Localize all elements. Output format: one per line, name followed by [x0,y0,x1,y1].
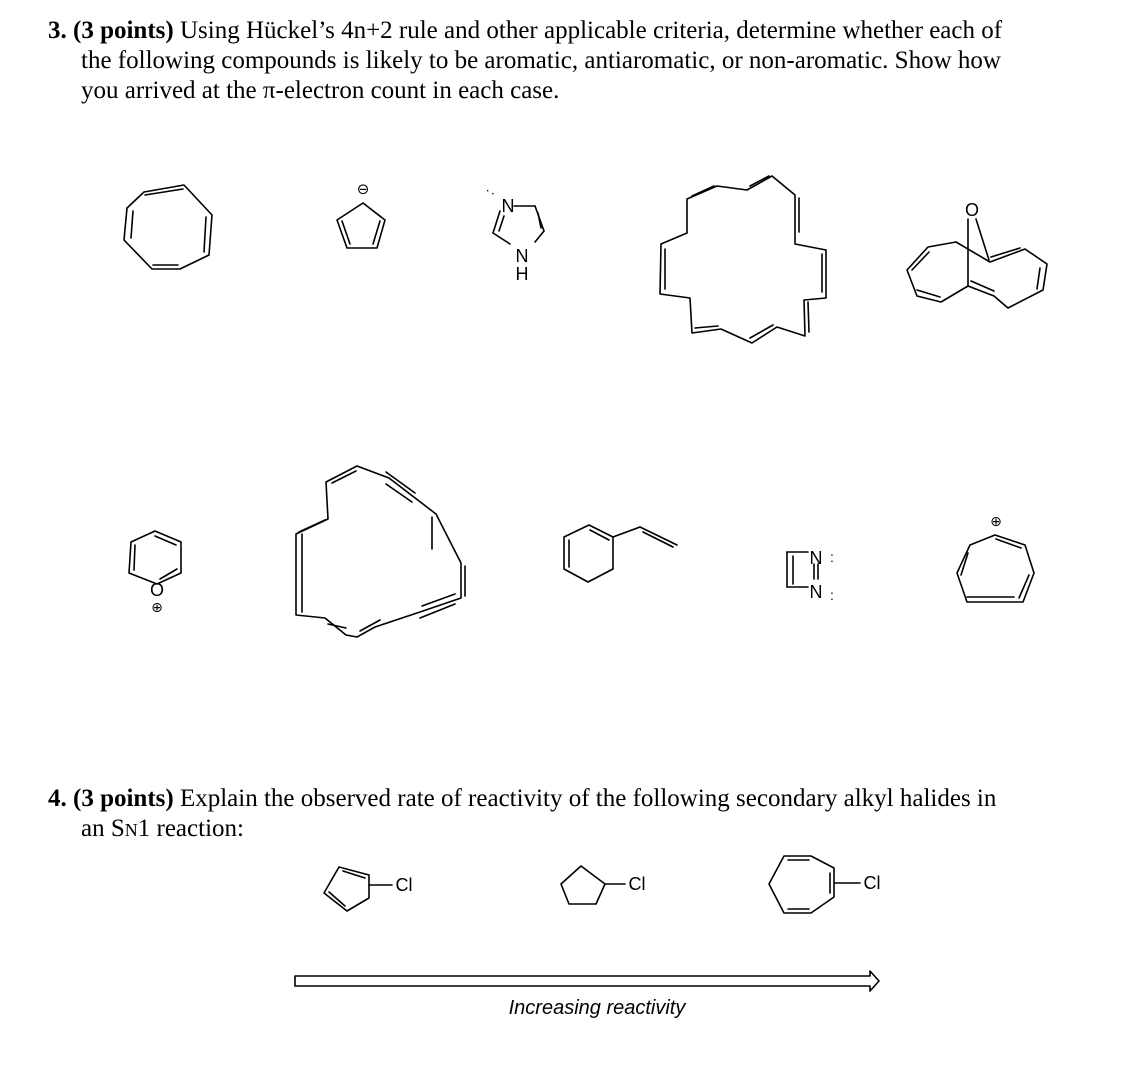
nitrogen-label: N [809,582,823,602]
lone-pair-label: : [830,549,834,565]
question-text-line: Using Hückel’s 4n+2 rule and other applicable criteria, determine whether each of [179,17,1003,44]
chlorocycloheptatriene-structure [769,856,860,913]
lone-pair-label: : [481,185,498,198]
lone-pair-label: : [830,587,834,603]
chlorine-label: Cl [863,873,881,893]
question-text-line: an Sn1 reaction: [81,815,244,842]
question-text-line: the following compounds is likely to be aromatic, antiaromatic, or non-aromatic. Show how [81,47,1001,74]
question-number: 3. [48,17,67,44]
dehydroannulene-structure [296,466,465,637]
nitrogen-label: N [515,246,529,266]
oxygen-label: O [149,580,165,600]
nitrogen-label: N [501,196,515,216]
question-points: (3 points) [73,785,174,812]
question-text-line: you arrived at the π-electron count in each case. [81,77,560,104]
chlorocyclopentane-structure [561,866,625,904]
positive-charge-label: ⊕ [151,599,163,615]
reactivity-arrow [295,971,879,991]
nitrogen-label: N [809,548,823,568]
arrow-caption: Increasing reactivity [508,997,686,1019]
pyrylium-structure [129,531,181,584]
chlorine-label: Cl [395,875,413,895]
negative-charge-label: ⊖ [356,181,370,198]
question-text-line: Explain the observed rate of reactivity of the following secondary alkyl halides in [179,785,997,812]
question-points: (3 points) [73,17,174,44]
cyclooctatetraene-structure [124,185,212,269]
question-number: 4. [48,785,67,812]
cyclopentadienyl-anion-structure [337,203,385,248]
vinylcyclohexadiene-structure [564,525,677,582]
tropylium-structure [957,535,1034,602]
chlorine-label: Cl [628,874,646,894]
chlorocyclopentadiene-structure [324,867,392,911]
positive-charge-label: ⊕ [990,513,1002,529]
hydrogen-label: H [515,264,529,284]
oxygen-label: O [964,200,980,220]
annulene-18-structure [660,176,826,343]
oxa-bridged-annulene-structure [907,219,1047,308]
